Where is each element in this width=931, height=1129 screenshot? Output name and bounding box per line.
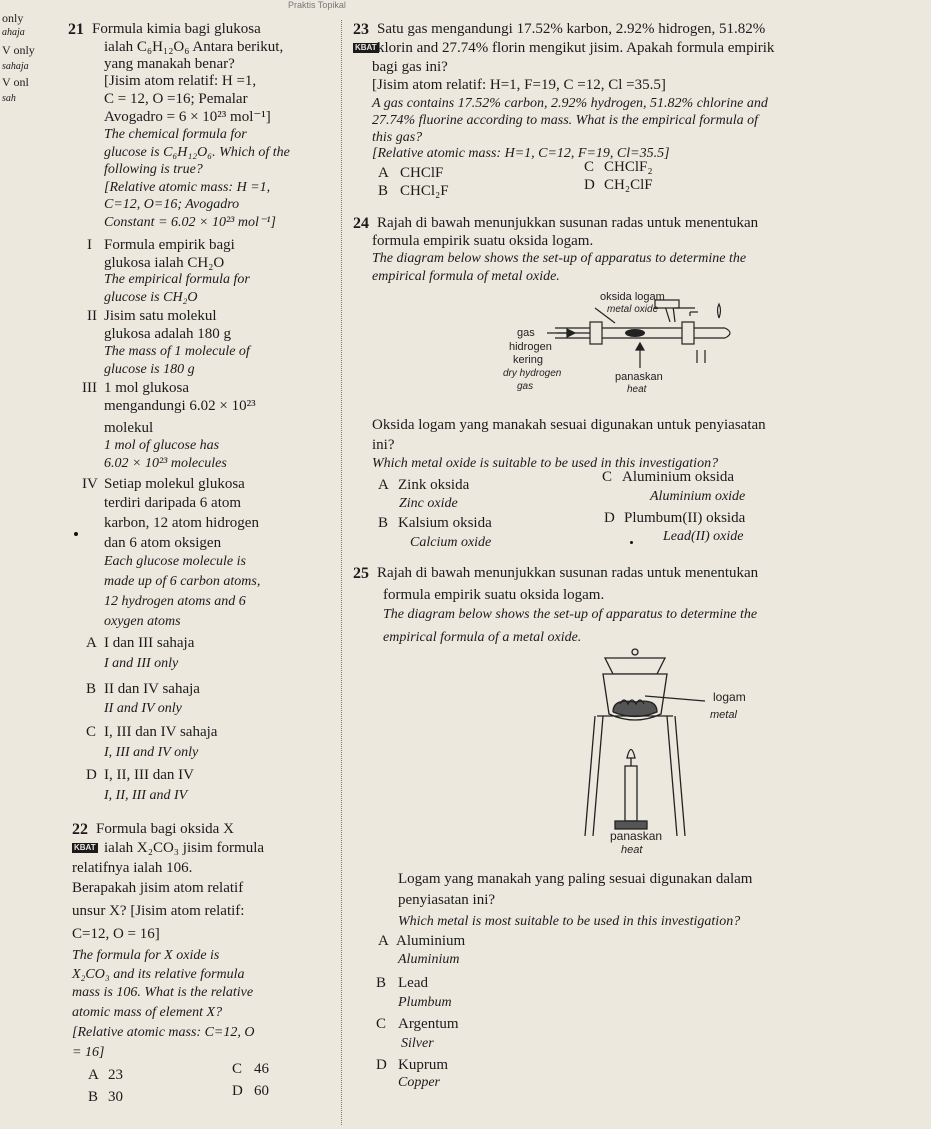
option-c[interactable]: 46	[254, 1061, 269, 1077]
q25-text-en: The diagram below shows the set-up of apparatus to determine the	[383, 607, 758, 622]
label-gas-en: gas	[517, 381, 534, 392]
q22-text-en: mass is 106. What is the relative	[72, 985, 254, 1000]
q22-text: Formula bagi oksida X	[96, 821, 234, 837]
q24-text: Rajah di bawah menunjukkan susunan radas untuk menentukan	[377, 215, 759, 231]
q24-text-en: Which metal oxide is suitable to be used in this investigation?	[372, 456, 719, 471]
q21-text: Formula kimia bagi glukosa	[92, 21, 261, 37]
option-c[interactable]: I, III dan IV sahaja	[104, 724, 218, 740]
option-c-en: Aluminium oxide	[650, 489, 746, 504]
option-d[interactable]: Plumbum(II) oksida	[624, 510, 746, 526]
label-heat-en: heat	[621, 844, 643, 856]
label-hydrogen: hidrogen	[509, 341, 552, 353]
statement-text-en: Each glucose molecule is	[104, 554, 246, 569]
option-d-en: Copper	[398, 1075, 440, 1090]
option-letter[interactable]: C	[232, 1061, 243, 1077]
label-metal-oxide-ms: oksida logam	[600, 291, 665, 303]
label-heat-ms: panaskan	[615, 371, 663, 383]
statement-number: II	[87, 308, 97, 324]
question-number: 22	[72, 821, 88, 838]
label-metal-oxide-en: metal oxide	[607, 304, 659, 315]
statement-text: 1 mol glukosa	[104, 380, 189, 396]
q25-text: penyiasatan ini?	[398, 892, 496, 908]
option-a[interactable]: 23	[108, 1067, 123, 1083]
statement-text-en: glucose is 180 g	[104, 362, 195, 377]
margin-note: only	[2, 11, 24, 25]
option-letter[interactable]: C	[584, 159, 595, 175]
statement-text: karbon, 12 atom hidrogen	[104, 515, 259, 531]
statement-number: I	[87, 237, 92, 253]
statement-text-en: made up of 6 carbon atoms,	[104, 574, 261, 589]
statement-text: dan 6 atom oksigen	[104, 535, 222, 551]
q24-text: formula empirik suatu oksida logam.	[372, 233, 594, 249]
margin-note: V onl	[2, 75, 29, 89]
q22-text: ialah X₂CO₃ jisim formula	[104, 840, 265, 856]
option-d-en: I, II, III and IV	[104, 788, 188, 803]
option-c[interactable]: Aluminium oksida	[622, 469, 735, 485]
q21-text-en: following is true?	[104, 162, 203, 177]
label-metal-en: metal	[710, 709, 737, 721]
option-c[interactable]: Argentum	[398, 1016, 459, 1032]
option-letter[interactable]: D	[584, 177, 595, 193]
option-letter[interactable]: B	[378, 515, 389, 531]
q25-text: Rajah di bawah menunjukkan susunan radas untuk menentukan	[377, 565, 759, 581]
label-metal-ms: logam	[713, 690, 746, 704]
option-letter[interactable]: C	[86, 724, 97, 740]
option-c-en: Silver	[401, 1036, 434, 1051]
q21-text: ialah C₆H₁₂O₆ Antara berikut,	[104, 39, 284, 55]
statement-text: terdiri daripada 6 atom	[104, 495, 242, 511]
q23-text: [Jisim atom relatif: H=1, F=19, C =12, Cl =35.5]	[372, 77, 666, 93]
q21-text: Avogadro = 6 × 10²³ mol⁻¹]	[104, 109, 271, 125]
q23-text: bagi gas ini?	[372, 59, 448, 75]
option-c-en: I, III and IV only	[104, 745, 199, 760]
q22-text-en: [Relative atomic mass: C=12, O	[72, 1025, 255, 1040]
q22-text-en: = 16]	[72, 1045, 105, 1060]
q25-text: Logam yang manakah yang paling sesuai digunakan dalam	[398, 871, 753, 887]
q21-text: yang manakah benar?	[104, 56, 235, 72]
option-a-en: Zinc oxide	[399, 496, 458, 511]
q23-text-en: [Relative atomic mass: H=1, C=12, F=19, Cl=35.5]	[372, 146, 670, 161]
q23-text-en: this gas?	[372, 130, 423, 145]
option-d[interactable]: Kuprum	[398, 1057, 448, 1073]
q23-text-en: 27.74% fluorine according to mass. What is the empirical formula of	[372, 113, 759, 128]
option-a[interactable]: Aluminium	[396, 933, 466, 949]
statement-text-en: 1 mol of glucose has	[104, 438, 220, 453]
question-number: 25	[353, 565, 369, 582]
option-a-en: I and III only	[104, 656, 179, 671]
statement-number: IV	[82, 476, 98, 492]
combustion-tube-diagram	[495, 288, 755, 413]
option-b[interactable]: CHCl₂F	[400, 183, 449, 199]
bullet-mark	[630, 541, 633, 544]
statement-text-en: The empirical formula for	[104, 272, 250, 287]
option-a-en: Aluminium	[398, 952, 460, 967]
statement-text-en: 12 hydrogen atoms and 6	[104, 594, 246, 609]
option-d-en: Lead(II) oxide	[663, 529, 744, 544]
q22-text: C=12, O = 16]	[72, 926, 160, 942]
statement-text: Jisim satu molekul	[104, 308, 217, 324]
margin-note: sahaja	[2, 61, 29, 72]
statement-text: Formula empirik bagi	[104, 237, 235, 253]
option-a[interactable]: I dan III sahaja	[104, 635, 195, 651]
option-letter[interactable]: B	[378, 183, 389, 199]
label-gas: gas	[517, 327, 535, 339]
option-d[interactable]: CH₂ClF	[604, 177, 653, 193]
q21-text: [Jisim atom relatif: H =1,	[104, 73, 257, 89]
option-letter[interactable]: A	[88, 1067, 99, 1083]
q22-text: relatifnya ialah 106.	[72, 860, 193, 876]
statement-text: molekul	[104, 420, 154, 436]
statement-text: mengandungi 6.02 × 10²³	[104, 398, 256, 414]
q22-text-en: The formula for X oxide is	[72, 948, 220, 963]
q21-text-en: The chemical formula for	[104, 127, 247, 142]
q23-text-en: A gas contains 17.52% carbon, 2.92% hydrogen, 51.82% chlorine and	[372, 96, 768, 111]
statement-text-en: glucose is CH₂O	[104, 290, 198, 305]
q22-text: Berapakah jisim atom relatif	[72, 880, 244, 896]
option-b[interactable]: II dan IV sahaja	[104, 681, 200, 697]
option-letter[interactable]: A	[378, 165, 389, 181]
q25-text-en: empirical formula of a metal oxide.	[383, 630, 582, 645]
label-heat-en: heat	[627, 384, 647, 395]
q22-text-en: X₂CO₃ and its relative formula	[72, 967, 245, 982]
q22-text: unsur X? [Jisim atom relatif:	[72, 903, 245, 919]
bullet-mark	[74, 532, 78, 536]
statement-text: Setiap molekul glukosa	[104, 476, 245, 492]
q24-text: Oksida logam yang manakah sesuai digunakan untuk penyiasatan	[372, 417, 766, 433]
statement-number: III	[82, 380, 97, 396]
q21-text-en: Constant = 6.02 × 10²³ mol⁻¹]	[104, 215, 276, 230]
statement-text-en: 6.02 × 10²³ molecules	[104, 456, 227, 471]
question-number: 24	[353, 215, 369, 232]
label-dry: kering	[513, 354, 543, 366]
page-header: Praktis Topikal	[288, 0, 346, 10]
option-letter[interactable]: B	[376, 975, 387, 991]
q23-text: Satu gas mengandungi 17.52% karbon, 2.92% hidrogen, 51.82%	[377, 21, 766, 37]
q24-text-en: The diagram below shows the set-up of apparatus to determine the	[372, 251, 747, 266]
option-letter[interactable]: A	[86, 635, 97, 651]
column-divider	[341, 20, 342, 1125]
crucible-heating-diagram	[565, 646, 765, 858]
q21-text-en: glucose is C₆H₁₂O₆. Which of the	[104, 145, 290, 160]
statement-text-en: oxygen atoms	[104, 614, 181, 629]
option-letter[interactable]: D	[604, 510, 615, 526]
option-b[interactable]: 30	[108, 1089, 123, 1105]
option-letter[interactable]: C	[376, 1016, 387, 1032]
statement-text-en: The mass of 1 molecule of	[104, 344, 250, 359]
option-b[interactable]: Lead	[398, 975, 428, 991]
label-heat-ms: panaskan	[610, 829, 663, 843]
margin-note: ahaja	[2, 27, 25, 38]
margin-note: sah	[2, 93, 16, 104]
kbat-badge: KBAT	[355, 43, 377, 52]
option-d[interactable]: 60	[254, 1083, 269, 1099]
option-letter[interactable]: A	[378, 477, 389, 493]
q25-text: formula empirik suatu oksida logam.	[383, 587, 605, 603]
statement-text: glukosa adalah 180 g	[104, 326, 232, 342]
question-number: 21	[68, 21, 84, 38]
q25-text-en: Which metal is most suitable to be used in this investigation?	[398, 914, 741, 929]
option-letter[interactable]: A	[378, 933, 389, 949]
q24-text: ini?	[372, 437, 395, 453]
q21-text-en: C=12, O=16; Avogadro	[104, 197, 240, 212]
option-c[interactable]: CHClF₂	[604, 159, 653, 175]
option-letter[interactable]: B	[86, 681, 97, 697]
q21-text: C = 12, O =16; Pemalar	[104, 91, 248, 107]
option-letter[interactable]: D	[232, 1083, 243, 1099]
q22-text-en: atomic mass of element X?	[72, 1005, 223, 1020]
option-b-en: Plumbum	[398, 995, 452, 1010]
option-a[interactable]: Zink oksida	[398, 477, 470, 493]
option-letter[interactable]: D	[376, 1057, 387, 1073]
option-d[interactable]: I, II, III dan IV	[104, 767, 194, 783]
option-letter[interactable]: B	[88, 1089, 99, 1105]
option-a[interactable]: CHClF	[400, 165, 444, 181]
question-number: 23	[353, 21, 369, 38]
q21-text-en: [Relative atomic mass: H =1,	[104, 180, 271, 195]
option-b-en: Calcium oxide	[410, 535, 492, 550]
q24-text-en: empirical formula of metal oxide.	[372, 269, 560, 284]
option-b[interactable]: Kalsium oksida	[398, 515, 492, 531]
margin-note: V only	[2, 43, 35, 57]
kbat-badge: KBAT	[74, 843, 96, 852]
option-letter[interactable]: C	[602, 469, 613, 485]
option-letter[interactable]: D	[86, 767, 97, 783]
label-dry-hydrogen: dry hydrogen	[503, 368, 562, 379]
statement-text: glukosa ialah CH₂O	[104, 255, 225, 271]
option-b-en: II and IV only	[104, 701, 182, 716]
q23-text: klorin and 27.74% florin mengikut jisim. Apakah formula empirik	[377, 40, 775, 56]
